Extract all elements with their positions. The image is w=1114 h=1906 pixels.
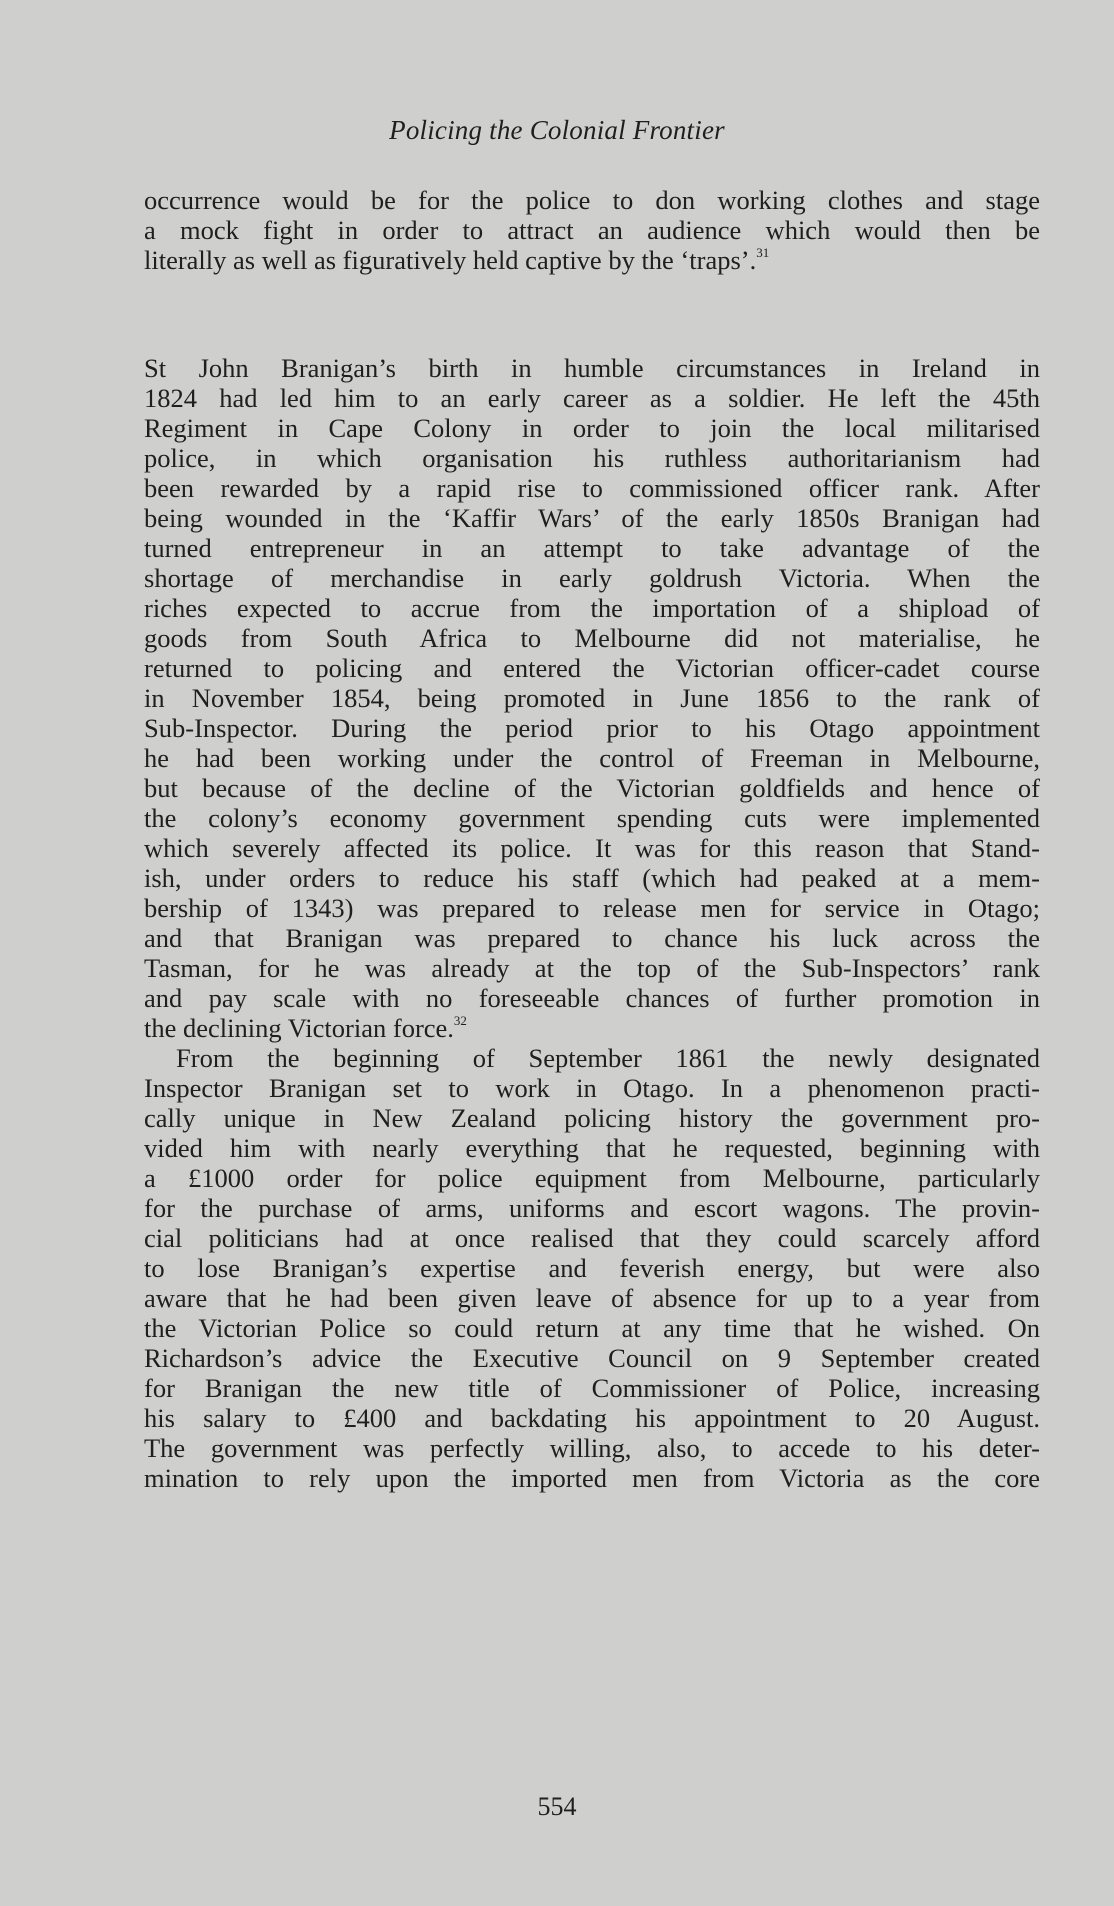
text-line: shortage of merchandise in early goldrush Victoria. When the [144, 563, 1040, 593]
footnote-ref: 32 [453, 1013, 467, 1029]
text-line: police, in which organisation his ruthless authoritarianism had [144, 443, 1040, 473]
text-line: From the beginning of September 1861 the newly designated [176, 1043, 1040, 1073]
text-line: Regiment in Cape Colony in order to join the local militarised [144, 413, 1040, 443]
text-line: mination to rely upon the imported men from Victoria as the core [144, 1463, 1040, 1493]
text-line: Sub-Inspector. During the period prior to his Otago appointment [144, 713, 1040, 743]
text-line: occurrence would be for the police to don working clothes and stage [144, 185, 1040, 215]
text-line: ish, under orders to reduce his staff (which had peaked at a mem- [144, 863, 1040, 893]
text-line: which severely affected its police. It was for this reason that Stand- [144, 833, 1040, 863]
text-line: the declining Victorian force.$^{32}$ [144, 1013, 467, 1043]
running-header: Policing the Colonial Frontier [389, 115, 725, 145]
text-line: his salary to £400 and backdating his appointment to 20 August. [144, 1403, 1040, 1433]
text-line: bership of 1343) was prepared to release men for service in Otago; [144, 893, 1040, 923]
text-line: a £1000 order for police equipment from Melbourne, particularly [144, 1163, 1040, 1193]
text-line: riches expected to accrue from the importation of a shipload of [144, 593, 1040, 623]
text-line: vided him with nearly everything that he requested, beginning with [144, 1133, 1040, 1163]
text-line: for the purchase of arms, uniforms and escort wagons. The provin- [144, 1193, 1040, 1223]
text-line: been rewarded by a rapid rise to commissioned officer rank. After [144, 473, 1040, 503]
text-line: for Branigan the new title of Commissioner of Police, increasing [144, 1373, 1040, 1403]
text-line: he had been working under the control of Freeman in Melbourne, [144, 743, 1040, 773]
text-line: cial politicians had at once realised that they could scarcely afford [144, 1223, 1040, 1253]
text-line: cally unique in New Zealand policing history the government pro- [144, 1103, 1040, 1133]
text-line: Inspector Branigan set to work in Otago. In a phenomenon practi- [144, 1073, 1040, 1103]
text-line: the colony’s economy government spending cuts were implemented [144, 803, 1040, 833]
text-line: Richardson’s advice the Executive Council on 9 September created [144, 1343, 1040, 1373]
text-line: being wounded in the ‘Kaffir Wars’ of the early 1850s Branigan had [144, 503, 1040, 533]
text-line: and that Branigan was prepared to chance his luck across the [144, 923, 1040, 953]
text-line: literally as well as figuratively held captive by the ‘traps’.$^{31}$ [144, 245, 770, 275]
text-line: and pay scale with no foreseeable chances of further promotion in [144, 983, 1040, 1013]
text-line: returned to policing and entered the Victorian officer-cadet course [144, 653, 1040, 683]
text-line: goods from South Africa to Melbourne did not materialise, he [144, 623, 1040, 653]
text-line: a mock fight in order to attract an audience which would then be [144, 215, 1040, 245]
footnote-ref: 31 [756, 245, 770, 261]
text-line: to lose Branigan’s expertise and feverish energy, but were also [144, 1253, 1040, 1283]
text-line: but because of the decline of the Victorian goldfields and hence of [144, 773, 1040, 803]
text-line: in November 1854, being promoted in June 1856 to the rank of [144, 683, 1040, 713]
text-line: 1824 had led him to an early career as a soldier. He left the 45th [144, 383, 1040, 413]
text-line: aware that he had been given leave of absence for up to a year from [144, 1283, 1040, 1313]
text-line: St John Branigan’s birth in humble circumstances in Ireland in [144, 353, 1040, 383]
page-number: 554 [537, 1792, 577, 1821]
text-line: Tasman, for he was already at the top of the Sub-Inspectors’ rank [144, 953, 1040, 983]
text-line: the Victorian Police so could return at any time that he wished. On [144, 1313, 1040, 1343]
text-line: turned entrepreneur in an attempt to take advantage of the [144, 533, 1040, 563]
text-line: The government was perfectly willing, also, to accede to his deter- [144, 1433, 1040, 1463]
